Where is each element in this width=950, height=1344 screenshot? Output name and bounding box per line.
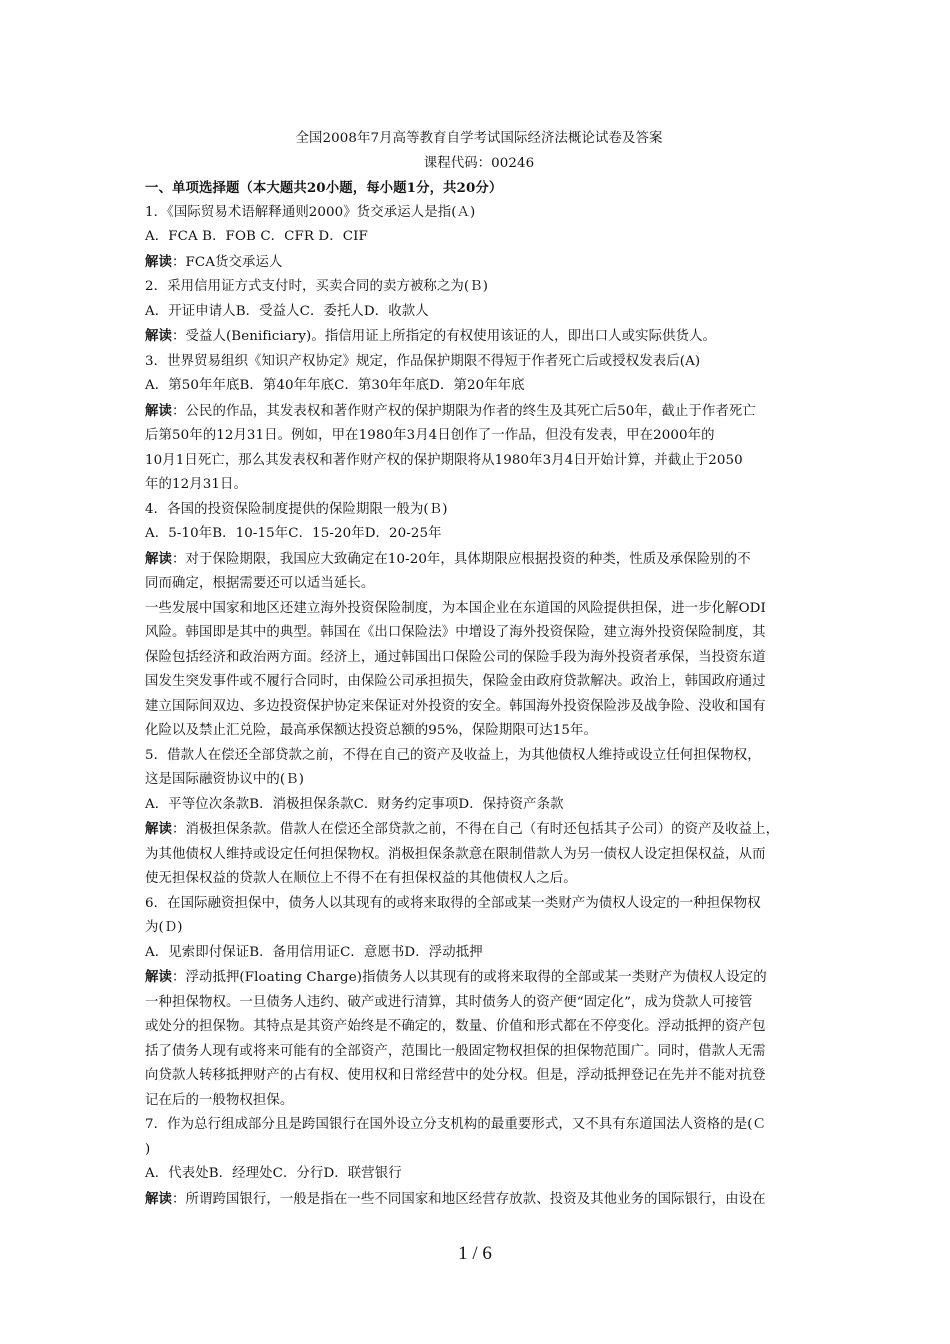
line-text: 括了债务人现有或将来可能有的全部资产，范围比一般固定物权担保的担保物范围广。同时，借款人无需 <box>145 1043 766 1059</box>
text-line <box>145 374 813 399</box>
page-number: 1 / 6 <box>458 1243 492 1264</box>
line-text: ：对于保险期限，我国应大致确定在10-20年，具体期限应根据投资的种类，性质及承保险别的不 <box>171 551 751 567</box>
text-line <box>145 991 813 1016</box>
line-text: 3．世界贸易组织《知识产权协定》规定，作品保护期限不得短于作者死亡后或授权发表后(A) <box>145 353 701 369</box>
text-line <box>145 1138 813 1163</box>
line-text: 一些发展中国家和地区还建立海外投资保险制度，为本国企业在东道国的风险提供担保，进一步化解ODI <box>145 600 766 616</box>
line-text: 2．采用信用证方式支付时，买卖合同的卖方被称之为(Ｂ) <box>145 279 489 294</box>
text-line <box>145 646 813 671</box>
document-title: 全国2008年7月高等教育自学考试国际经济法概论试卷及答案 <box>295 131 663 146</box>
answer-explanation-line <box>145 817 813 843</box>
section-heading: 一、单项选择题（本大题共20小题，每小题1分，共20分） <box>145 180 503 196</box>
text-line <box>145 473 813 498</box>
text-line <box>145 1113 813 1138</box>
line-text: 5．借款人在偿还全部贷款之前，不得在自己的资产及收益上，为其他债权人维持或设立任何担保物权， <box>145 747 761 763</box>
line-text: 这是国际融资协议中的(Ｂ) <box>145 772 305 787</box>
text-line <box>145 201 813 226</box>
line-text: 年的12月31日。 <box>145 477 247 492</box>
line-text: 6．在国际融资担保中，债务人以其现有的或将来取得的全部或某一类财产为债权人设定的一种担保物权 <box>145 895 761 911</box>
line-text: 7．作为总行组成部分且是跨国银行在国外设立分支机构的最重要形式，又不具有东道国法人资格的是(Ｃ <box>145 1117 767 1132</box>
line-text: ：浮动抵押(Floating Charge)指债务人以其现有的或将来取得的全部或某一类财产为债权人设定的 <box>171 970 767 985</box>
line-text: A．开证申请人B．受益人C．委托人D．收款人 <box>145 303 429 319</box>
line-text: 保险包括经济和政治两方面。经济上，通过韩国出口保险公司的保险手段为海外投资者承保，当投资东道 <box>145 649 766 665</box>
text-line <box>145 867 813 892</box>
line-text: 后第50年的12月31日。例如，甲在1980年3月4日创作了一作品，但没有发表，甲在2000年的 <box>145 428 715 443</box>
explanation-label: 解读 <box>145 253 172 270</box>
text-line <box>145 1089 813 1114</box>
line-text: A．平等位次条款B．消极担保条款C．财务约定事项D．保持资产条款 <box>145 796 564 812</box>
explanation-label: 解读 <box>145 550 172 567</box>
answer-explanation-line <box>145 1187 813 1213</box>
line-text: 使无担保权益的贷款人在顺位上不得不在有担保权益的其他债权人之后。 <box>145 871 577 886</box>
text-line <box>145 916 813 941</box>
explanation-label: 解读 <box>145 969 172 985</box>
document-body <box>145 127 813 1212</box>
line-text: 向贷款人转移抵押财产的占有权、使用权和日常经营中的处分权。但是，浮动抵押登记在先并不能对抗登 <box>145 1068 766 1083</box>
text-line <box>145 892 813 917</box>
line-text: 一种担保物权。一旦债务人违约、破产或进行清算，其时债务人的资产便“固定化”，成为贷款人可接管 <box>145 994 753 1010</box>
text-line <box>145 670 813 695</box>
text-line <box>145 744 813 769</box>
line-text: 国发生突发事件或不履行合同时，由保险公司承担损失，保险金由政府贷款解决。政治上，韩国政府通过 <box>145 674 766 689</box>
line-text: 4．各国的投资保险制度提供的保险期限一般为(Ｂ) <box>145 501 448 517</box>
line-text: 为其他债权人维持或设定任何担保物权。消极担保条款意在限制借款人为另一债权人设定担保权益，从而 <box>145 846 766 862</box>
course-code: 课程代码：00246 <box>423 155 535 171</box>
text-line <box>145 350 813 375</box>
line-text: ：受益人(Benificiary)。指信用证上所指定的有权使用该证的人，即出口人或实际供货人。 <box>171 329 717 344</box>
text-line <box>145 1040 813 1065</box>
line-text: ：FCA货交承运人 <box>171 254 283 270</box>
line-text: A．第50年年底B．第40年年底C．第30年年底D．第20年年底 <box>145 378 525 393</box>
line-text: A．5-10年B．10-15年C．15-20年D．20-25年 <box>145 526 442 541</box>
text-line <box>145 300 813 325</box>
line-text: 记在后的一般物权担保。 <box>145 1092 294 1108</box>
text-line <box>145 498 813 523</box>
answer-explanation-line <box>145 965 813 991</box>
text-line <box>145 1162 813 1187</box>
text-line <box>145 225 813 250</box>
text-line <box>145 572 813 597</box>
line-text: 风险。韩国即是其中的典型。韩国在《出口保险法》中增设了海外投资保险，建立海外投资保险制度，其 <box>145 625 766 640</box>
line-text: 同而确定，根据需要还可以适当延长。 <box>145 576 375 591</box>
text-line <box>145 522 813 547</box>
text-line <box>145 275 813 300</box>
text-line <box>145 621 813 646</box>
answer-explanation-line <box>145 399 813 425</box>
text-line <box>145 1064 813 1089</box>
text-line <box>145 793 813 818</box>
text-line <box>145 597 813 622</box>
line-text: 建立国际间双边、多边投资保护协定来保证对外投资的安全。韩国海外投资保险涉及战争险、没收和国有 <box>145 698 766 714</box>
explanation-label: 解读 <box>145 402 172 419</box>
explanation-label: 解读 <box>145 1190 172 1207</box>
line-text: 化险以及禁止汇兑险，最高承保额达投资总额的95%，保险期限可达15年。 <box>145 723 598 738</box>
text-line <box>145 1015 813 1040</box>
text-line <box>145 843 813 868</box>
line-text: ：公民的作品，其发表权和著作财产权的保护期限为作者的终生及其死亡后50年，截止于作者死亡 <box>171 403 756 419</box>
line-text: 1．《国际贸易术语解释通则2000》货交承运人是指(Ａ) <box>145 204 476 220</box>
explanation-label: 解读 <box>145 821 172 837</box>
line-text: ：所谓跨国银行，一般是指在一些不同国家和地区经营存放款、投资及其他业务的国际银行，由设在 <box>171 1191 766 1207</box>
answer-explanation-line <box>145 324 813 350</box>
text-line <box>145 719 813 744</box>
answer-explanation-line <box>145 547 813 573</box>
line-text: 为(Ｄ) <box>145 920 183 935</box>
answer-explanation-line <box>145 250 813 276</box>
line-text: 或处分的担保物。其特点是其资产始终是不确定的，数量、价值和形式都在不停变化。浮动抵押的资产包 <box>145 1019 766 1034</box>
line-text: ) <box>145 1141 151 1157</box>
line-text: 10月1日死亡，那么其发表权和著作财产权的保护期限将从1980年3月4日开始计算，并截止于2050 <box>145 452 743 468</box>
line-text: ：消极担保条款。借款人在偿还全部贷款之前，不得在自己（有时还包括其子公司）的资产及收益上， <box>171 822 780 837</box>
text-line <box>145 449 813 474</box>
text-line <box>145 695 813 720</box>
text-line <box>145 768 813 793</box>
line-text: A．FCA B．FOB C．CFR D．CIF <box>145 229 368 244</box>
line-text: A．见索即付保证B．备用信用证C．意愿书D．浮动抵押 <box>145 944 483 960</box>
text-line <box>145 941 813 966</box>
question-list <box>145 201 813 1213</box>
explanation-label: 解读 <box>145 328 172 344</box>
line-text: A．代表处B．经理处C．分行D．联营银行 <box>145 1166 402 1181</box>
text-line <box>145 424 813 449</box>
